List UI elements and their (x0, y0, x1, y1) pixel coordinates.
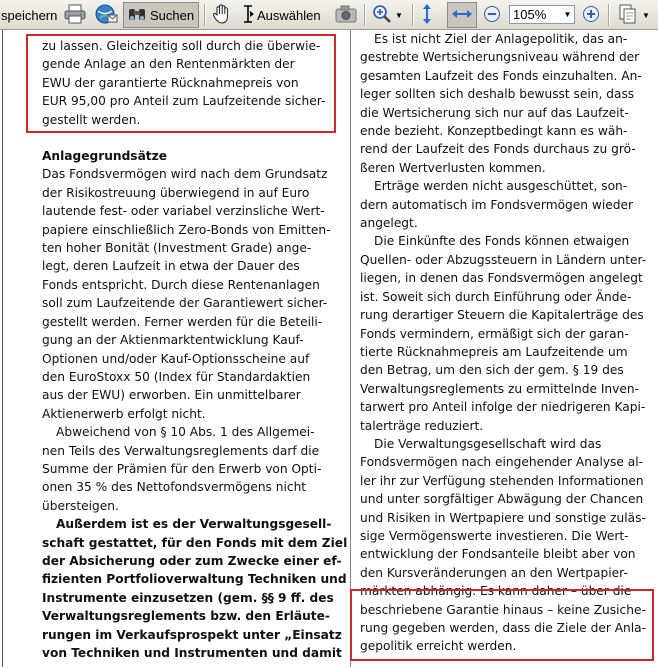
text-line: von Techniken und Instrumenten und damit (42, 646, 342, 660)
pages-icon (618, 3, 640, 28)
text-line: talerträge reduziert. (360, 418, 484, 433)
fit-height-icon (419, 3, 435, 28)
text-line: den Betrag, um den sich der gem. § 19 des (360, 363, 624, 378)
text-line: Fondsvermögen nach eingehender Analyse al- (360, 455, 644, 470)
text-line: den EuroStoxx 50 (Index für Standardaktien (42, 369, 311, 384)
text-line: den Kursveränderungen an den Wertpapier- (360, 565, 628, 580)
text-line: ist. Soweit sich durch Einführung oder Ände- (360, 289, 632, 304)
zoom-in-button[interactable] (582, 0, 600, 30)
text-line: tierte Rücknahmepreis am Laufzeitende um (360, 344, 628, 359)
page-left-edge (2, 30, 3, 667)
text-line: Verwaltungsreglements zu ermittelnde Inven- (360, 381, 639, 396)
text-line: tarwert pro Anteil infolge der niedrigeren Kapi- (360, 400, 646, 415)
text-line: gung an der Aktienmarktentwicklung Kauf- (42, 333, 304, 348)
text-line: Die Einkünfte des Fonds können etwaigen (374, 234, 630, 249)
chevron-down-icon[interactable]: ▼ (642, 10, 650, 20)
text-line: gestellt werden. (42, 112, 141, 127)
fit-width-icon (451, 6, 473, 25)
text-line: rend der Laufzeit des Fonds durchaus zu grö- (360, 142, 636, 157)
fit-height-button[interactable] (419, 0, 435, 30)
fit-width-button[interactable] (447, 2, 477, 28)
text-line: EWU der garantierte Rücknahmepreis von (42, 75, 299, 90)
text-line: die Wertsicherung sich nur auf das Laufzeit- (360, 105, 629, 120)
text-line: ßeren Wertverlusten kommen. (360, 160, 546, 175)
camera-icon (335, 5, 357, 26)
paragraph-value-protection (360, 30, 646, 177)
text-line: beschriebene Garantie hinaus – keine Zusiche- (360, 602, 646, 617)
text-line: gepolitik erreicht werden. (360, 639, 517, 654)
toolbar-separator (608, 4, 610, 26)
text-line: lautende fest- oder variabel verzinsliche Wert- (42, 204, 325, 219)
text-line: dern automatisch im Fondsvermögen wieder (360, 197, 633, 212)
text-cursor-icon (242, 5, 254, 26)
text-line: entwicklung der Fondsanteile bleibt aber von (360, 547, 636, 562)
text-line: angelegt. (360, 216, 418, 231)
print-button[interactable] (64, 0, 86, 30)
text-line: liegen, in denen das Fondsvermögen angelegt (360, 271, 643, 286)
binoculars-icon (128, 6, 146, 25)
minus-circle-icon (483, 5, 501, 26)
text-line: aus der EWU) erworben. Ein unmittelbarer (42, 388, 301, 403)
document-page (0, 30, 658, 667)
text-line: zu lassen. Gleichzeitig soll durch die überwie- (42, 39, 321, 53)
text-line: ten hoher Bonität (Investment Grade) ange- (42, 241, 312, 256)
zoom-level-input[interactable] (509, 5, 575, 24)
select-label: Auswählen (257, 7, 321, 23)
save-label: speichern (1, 7, 58, 23)
section-heading: Anlagegrundsätze (42, 149, 167, 164)
text-line: Quellen- oder Abzugssteuern in Ländern unter- (360, 252, 647, 267)
text-line: rungen im Verkaufsprospekt unter „Einsatz (42, 627, 342, 642)
hand-icon (212, 3, 232, 28)
text-line: Verwaltungsreglements bzw. den Erläute- (42, 609, 330, 624)
chevron-down-icon[interactable]: ▼ (395, 10, 403, 20)
toolbar-separator (412, 4, 414, 26)
search-label: Suchen (150, 7, 195, 23)
text-line: märkten abhängig. Es kann daher – über die (360, 584, 632, 599)
text-line: Fonds vermindern, ermäßigt sich der garan- (360, 326, 629, 341)
text-line: ler ihr zur Verfügung stehenden Informationen (360, 473, 644, 488)
highlight-box-no-assurance (350, 589, 654, 661)
toolbar-separator (204, 4, 206, 26)
column-divider (350, 30, 351, 667)
text-line: schaft gestattet, für den Fonds mit dem Ziel (42, 535, 348, 550)
text-line: legt, deren Laufzeit in etwa der Dauer des (42, 259, 300, 274)
text-line: Das Fondsvermögen wird nach dem Grundsatz (42, 167, 328, 182)
chevron-down-icon[interactable]: ▼ (563, 10, 572, 19)
paragraph-option-premiums (42, 423, 347, 515)
save-button[interactable] (1, 0, 57, 30)
text-line: leger sollten sich deshalb bewusst sein, dass (360, 87, 635, 102)
globe-mail-icon (94, 3, 118, 28)
text-line: Fonds entspricht. Durch diese Rentenanlagen (42, 277, 320, 292)
pages-view-button[interactable] (618, 0, 650, 30)
text-line: und Risiken in Wertpapiere und sonstige zuläs- (360, 510, 646, 525)
text-line: rung gegeben werden, dass die Ziele der Anla- (360, 621, 647, 635)
plus-circle-icon (582, 5, 600, 26)
text-line: gestellt werden. Ferner werden für die Beteili- (42, 314, 323, 329)
zoom-level-value: 105% (513, 7, 547, 22)
select-tool-button[interactable] (242, 0, 321, 30)
text-line: und unter sorgfältiger Abwägung der Chancen (360, 492, 644, 507)
text-line: Außerdem ist es der Verwaltungsgesell- (56, 517, 332, 532)
search-button[interactable] (123, 2, 199, 28)
text-line: papiere einschließlich Zero-Bonds von Emitten- (42, 222, 331, 237)
text-line: übersteigen. (42, 498, 119, 513)
hand-tool-button[interactable] (212, 0, 232, 30)
text-line: EUR 95,00 pro Anteil zum Laufzeitende sicher- (42, 94, 326, 109)
text-line: rung derartiger Steuern die Kapitalerträge des (360, 308, 644, 323)
printer-icon (64, 4, 86, 27)
snapshot-button[interactable] (335, 0, 357, 30)
text-line: gestrebte Wertsicherungsniveau während der (360, 50, 640, 65)
zoom-out-button[interactable] (483, 0, 501, 30)
text-line: der Absicherung oder zum Zwecke einer ef- (42, 553, 342, 568)
paragraph-taxes (360, 232, 646, 434)
text-line: gende Anlage an den Rentenmärkten der (42, 57, 295, 72)
text-line: soll zum Laufzeitende der Garantiewert sicher- (42, 296, 328, 311)
text-line: nen Teils des Verwaltungsreglements darf die (42, 443, 320, 458)
text-line: Instrumente einzusetzen (gem. §§ 9 ff. des (42, 590, 334, 605)
text-line: der Risikostreuung überwiegend in auf Euro (42, 185, 310, 200)
text-line: Die Verwaltungsgesellschaft wird das (374, 436, 602, 451)
text-line: onen 35 % des Nettofondsvermögens nicht (42, 480, 307, 495)
text-line: Summe der Prämien für den Erwerb von Opti- (42, 461, 322, 476)
toolbar-separator (364, 4, 366, 26)
text-line: Erträge werden nicht ausgeschüttet, son- (374, 179, 628, 194)
magnifier-plus-icon (372, 4, 392, 27)
paragraph-earnings (360, 177, 646, 232)
highlight-box-guarantee (26, 34, 336, 133)
paragraph-investment-principles (42, 165, 347, 423)
text-line: ende bezieht. Konzeptbedingt kann es wäh- (360, 124, 628, 139)
text-line: Aktienerwerb erfolgt nicht. (42, 406, 206, 421)
text-line: Es ist nicht Ziel der Anlagepolitik, das an- (374, 32, 628, 46)
right-column (360, 30, 646, 656)
paragraph-techniques-bold (42, 515, 347, 662)
text-line: gesamten Laufzeit des Fonds einzuhalten. An- (360, 68, 642, 83)
text-line: Optionen und/oder Kauf-Optionsscheine auf (42, 351, 310, 366)
toolbar (0, 0, 658, 30)
email-button[interactable] (94, 0, 118, 30)
text-line: sige Vermögenswerte investieren. Die Wert- (360, 528, 629, 543)
zoom-in-tool-button[interactable] (372, 0, 403, 30)
text-line: Abweichend von § 10 Abs. 1 des Allgemei- (56, 425, 315, 440)
text-line: fizienten Portfolioverwaltung Techniken und (42, 572, 347, 587)
